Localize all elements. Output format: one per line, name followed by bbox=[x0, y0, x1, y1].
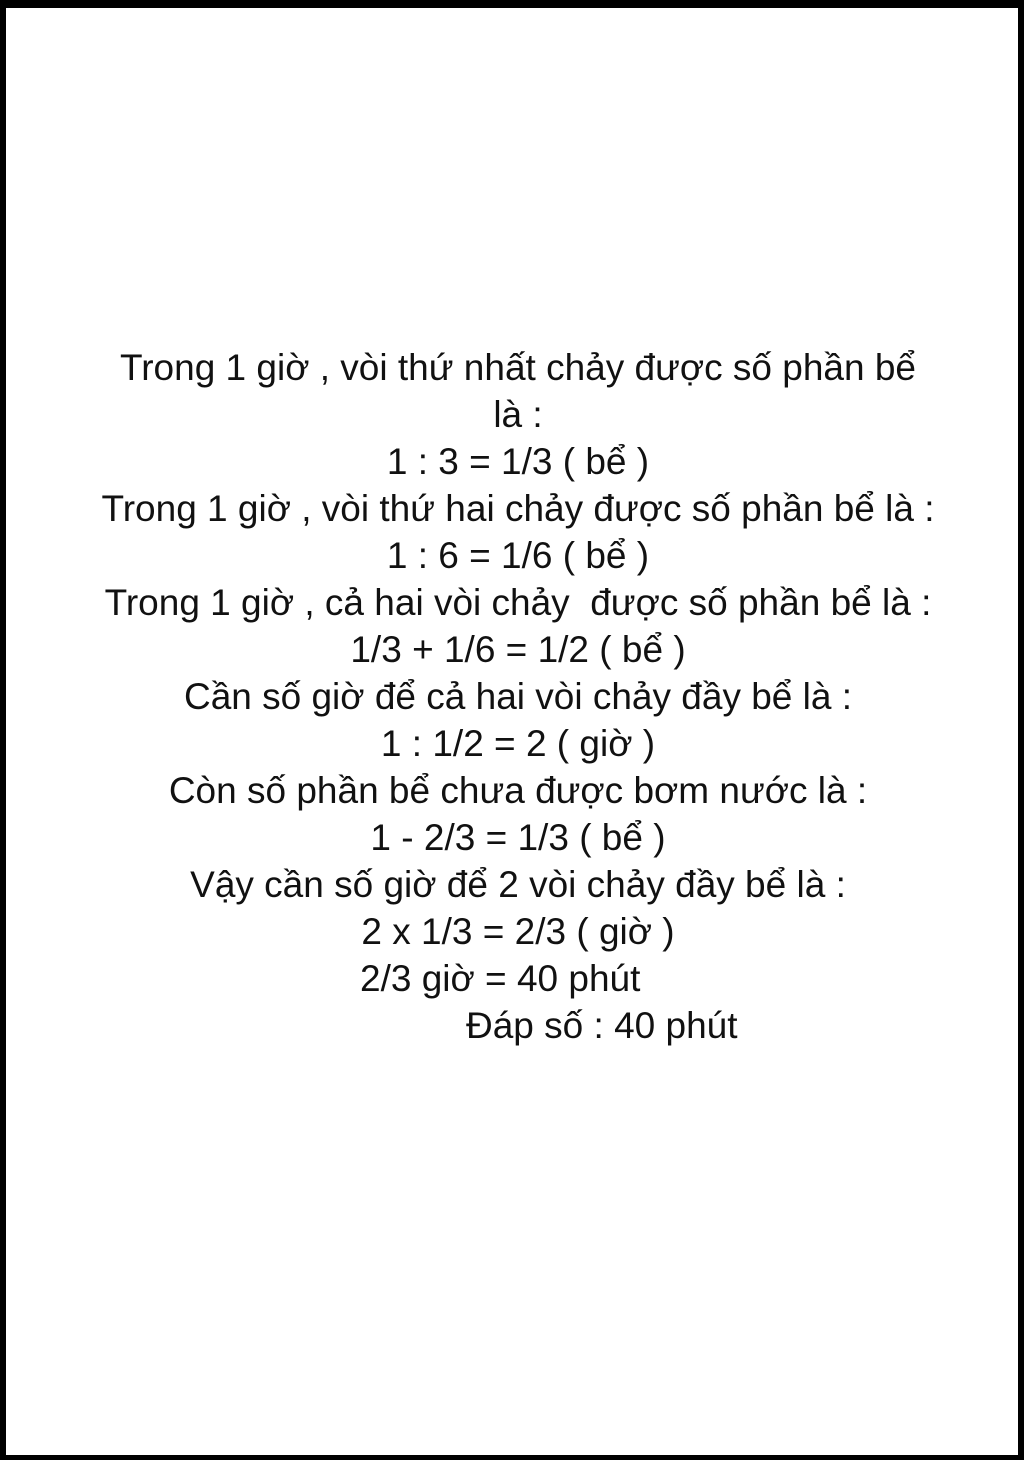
final-answer: Đáp số : 40 phút bbox=[466, 1005, 738, 1046]
text-line: Vậy cần số giờ để 2 vòi chảy đầy bể là : bbox=[190, 864, 846, 905]
text-line: Còn số phần bể chưa được bơm nước là : bbox=[168, 770, 868, 811]
text-line: Trong 1 giờ , vòi thứ nhất chảy được số phần bể bbox=[119, 347, 917, 388]
solution-text bbox=[6, 344, 1024, 1049]
text-line: là : bbox=[493, 394, 543, 435]
equation-line: 1 - 2/3 = 1/3 ( bể ) bbox=[370, 817, 666, 858]
equation-line: 1 : 3 = 1/3 ( bể ) bbox=[386, 441, 650, 482]
text-line: Cần số giờ để cả hai vòi chảy đầy bể là : bbox=[183, 676, 853, 717]
equation-line: 1 : 1/2 = 2 ( giờ ) bbox=[380, 723, 656, 764]
equation-line: 1 : 6 = 1/6 ( bể ) bbox=[386, 535, 650, 576]
equation-line: 2 x 1/3 = 2/3 ( giờ ) bbox=[361, 911, 675, 952]
text-line: Trong 1 giờ , cả hai vòi chảy được số phần bể là : bbox=[104, 582, 932, 623]
conversion-line: 2/3 giờ = 40 phút bbox=[360, 958, 641, 999]
equation-line: 1/3 + 1/6 = 1/2 ( bể ) bbox=[350, 629, 686, 670]
text-line: Trong 1 giờ , vòi thứ hai chảy được số phần bể là : bbox=[101, 488, 935, 529]
